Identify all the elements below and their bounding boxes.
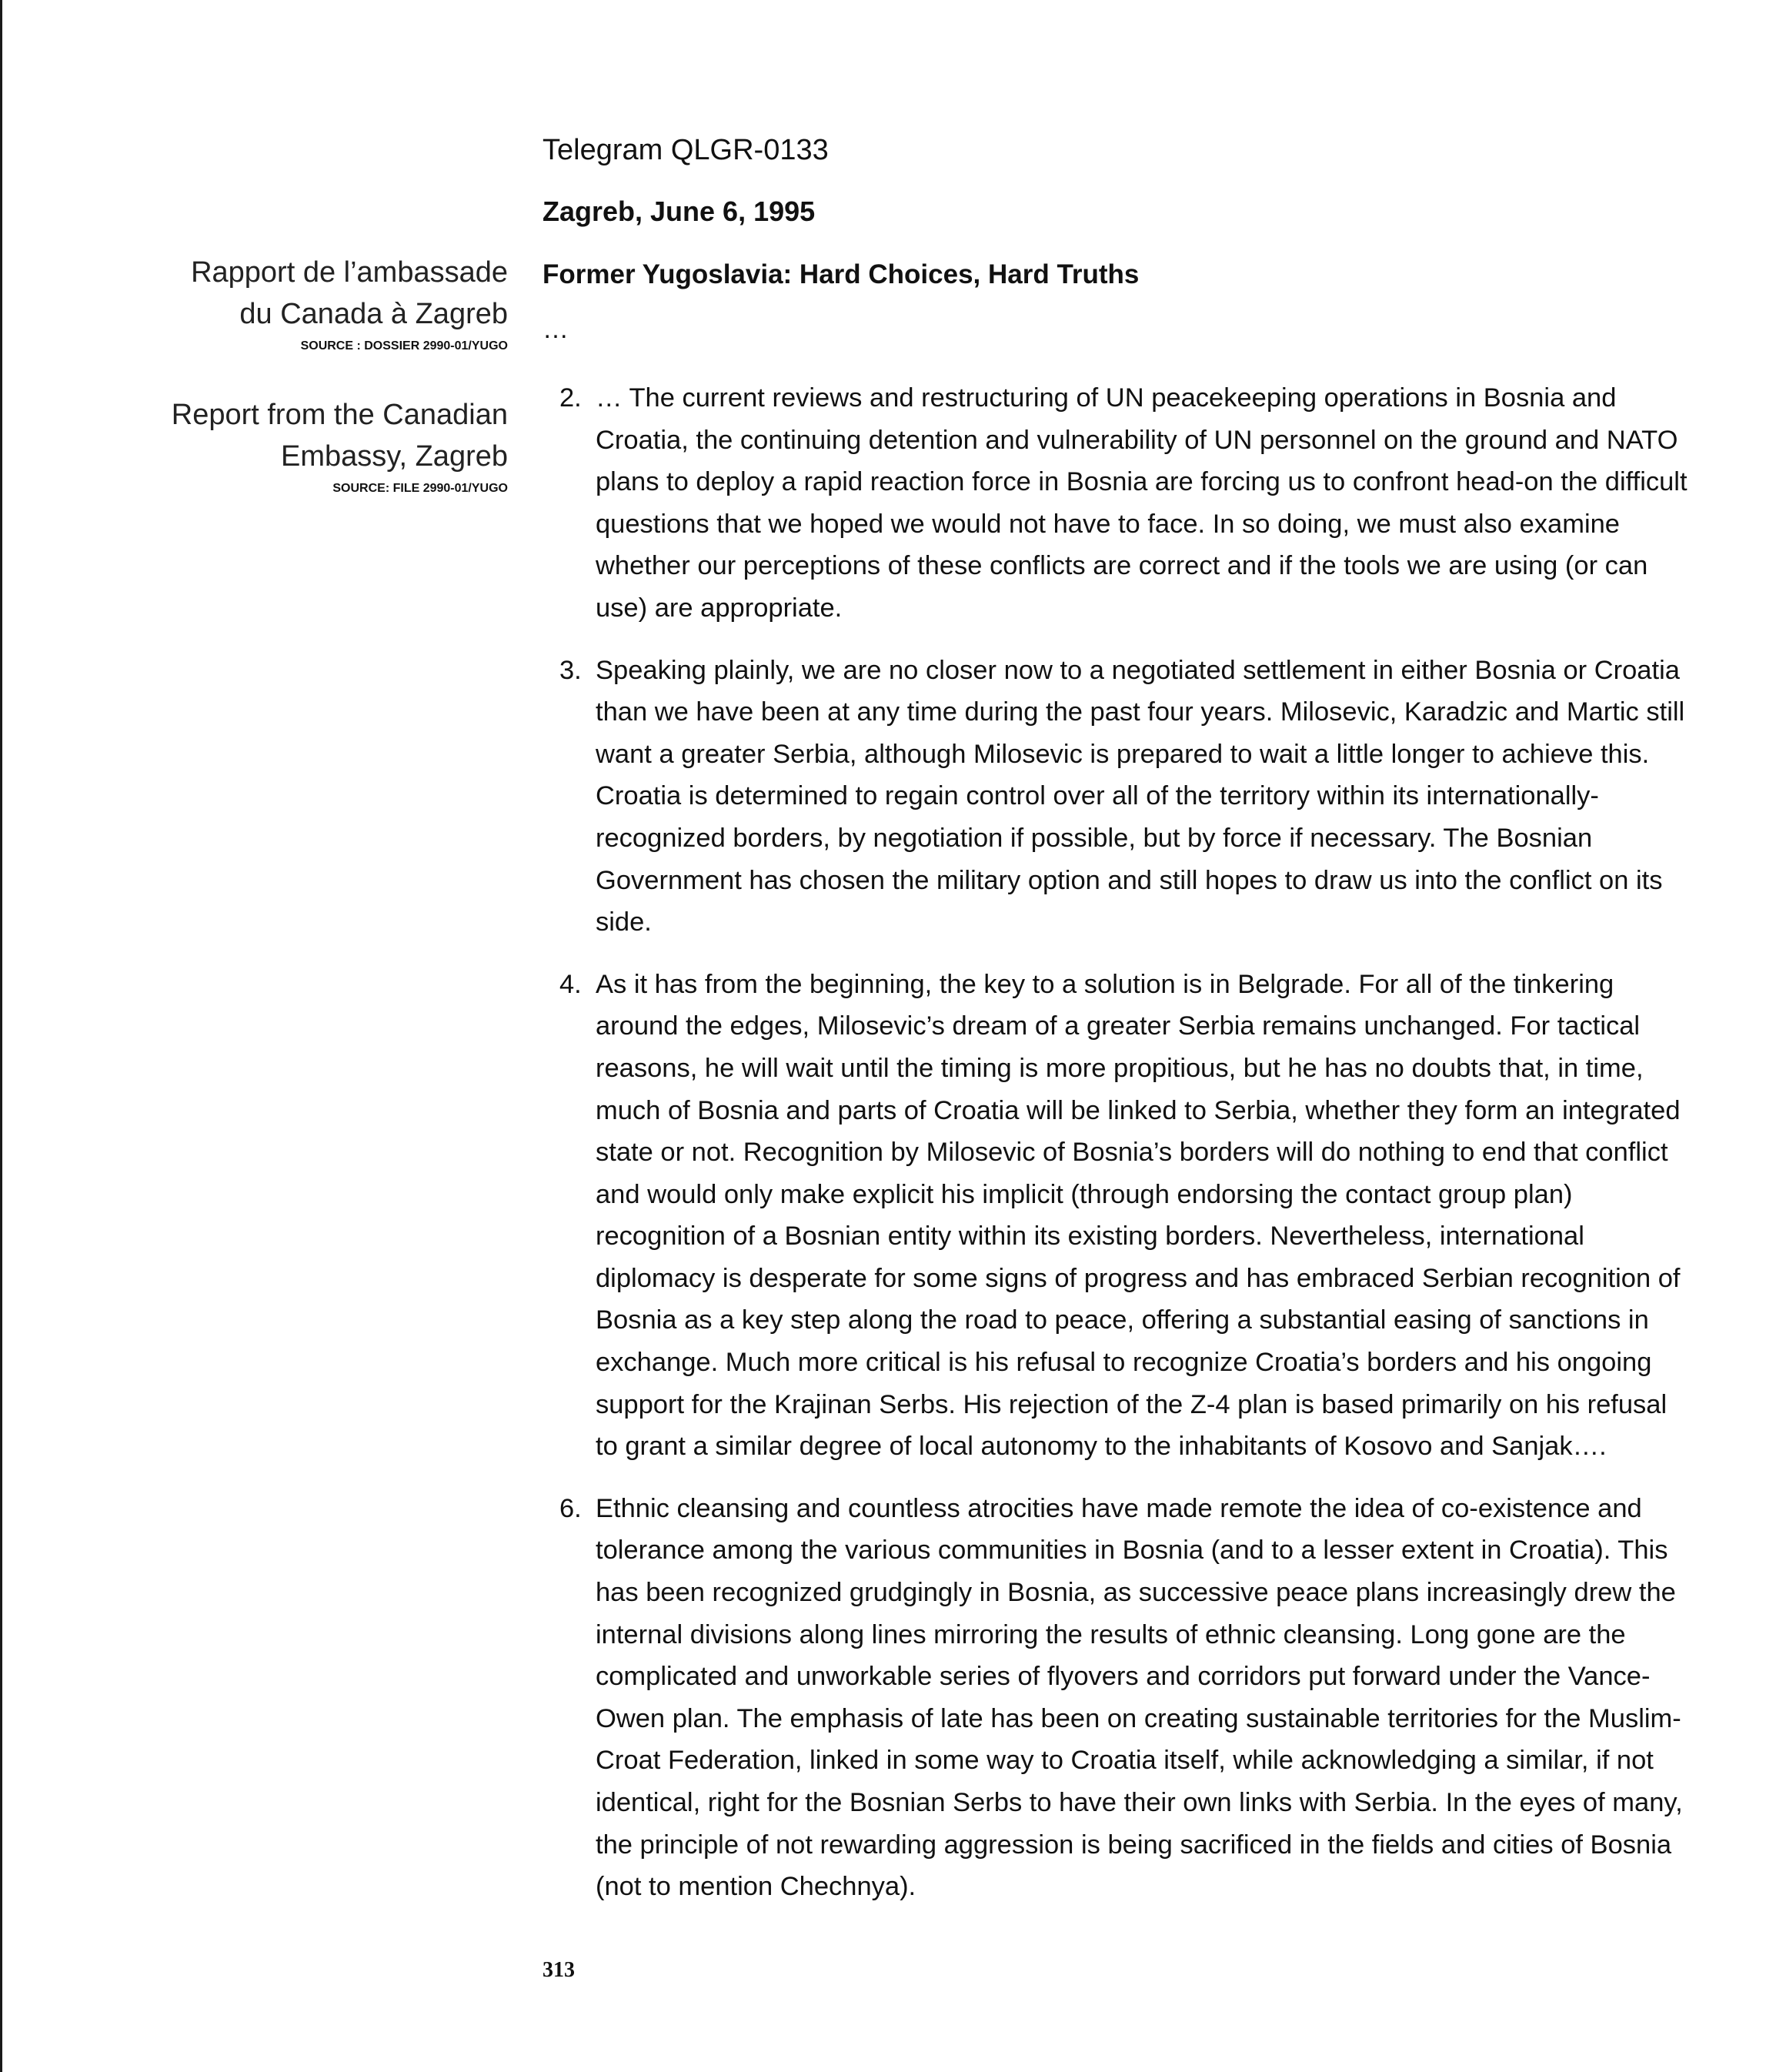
paragraph-number: 3. bbox=[559, 655, 582, 685]
sidebar-english-source: SOURCE: FILE 2990-01/YUGO bbox=[332, 482, 508, 495]
omission-ellipsis: … bbox=[542, 315, 569, 344]
dateline: Zagreb, June 6, 1995 bbox=[542, 196, 816, 227]
paragraph-text: Speaking plainly, we are no closer now to a negotiated settlement in either Bosnia or Croatia than we have been at any time during the past four years. Milosevic, Karadzic and Martic still want a greater Serbia, although Milosevic is prepared to wait a little longer to achieve this. Croatia is determined to regain control over all of the territory within its internationally-recognized borders, by negotiation if possible, but by force if necessary. The Bosnian Government has chosen the military option and still hopes to draw us into the conflict on its side. bbox=[596, 655, 1685, 937]
paragraph-2 bbox=[559, 377, 1691, 630]
sidebar-english-title-line-1: Report from the Canadian bbox=[171, 399, 508, 431]
paragraph-3 bbox=[559, 650, 1691, 944]
telegram-body bbox=[559, 377, 1691, 1928]
paragraph-number: 2. bbox=[559, 383, 582, 413]
sidebar-french-source: SOURCE : DOSSIER 2990-01/YUGO bbox=[300, 339, 508, 353]
telegram-number: Telegram QLGR-0133 bbox=[542, 134, 829, 166]
paragraph-text: As it has from the beginning, the key to a solution is in Belgrade. For all of the tinkering around the edges, Milosevic’s dream of a greater Serbia remains unchanged. For tactical reasons, he will wait until the timing is more propitious, but he has no doubts that, in time, much of Bosnia and parts of Croatia will be linked to Serbia, whether they form an integrated state or not. Recognition by Milosevic of Bosnia’s borders will do nothing to end that conflict and would only make explicit his implicit (through endorsing the contact group plan) recognition of a Bosnian entity within its existing borders. Nevertheless, international diplomacy is desperate for some signs of progress and has embraced Serbian recognition of Bosnia as a key step along the road to peace, offering a substantial easing of sanctions in exchange. Much more critical is his refusal to recognize Croatia’s borders and his ongoing support for the Krajinan Serbs. His rejection of the Z-4 plan is based primarily on his refusal to grant a similar degree of local autonomy to the inhabitants of Kosovo and Sanjak…. bbox=[596, 969, 1681, 1462]
page-number: 313 bbox=[542, 1958, 575, 1982]
sidebar-french-title-line-1: Rapport de l’ambassade bbox=[191, 256, 508, 289]
sidebar-french-title-line-2: du Canada à Zagreb bbox=[239, 298, 508, 330]
sidebar-english-title-line-2: Embassy, Zagreb bbox=[281, 440, 508, 473]
paragraph-number: 6. bbox=[559, 1493, 582, 1523]
document-title: Former Yugoslavia: Hard Choices, Hard Truths bbox=[542, 259, 1140, 289]
sidebar-note-french bbox=[131, 252, 508, 353]
sidebar-note-english bbox=[131, 394, 508, 496]
page-binding-edge bbox=[0, 0, 2, 2072]
paragraph-6 bbox=[559, 1488, 1691, 1908]
paragraph-4 bbox=[559, 964, 1691, 1468]
paragraph-text: Ethnic cleansing and countless atrocities have made remote the idea of co-existence and tolerance among the various communities in Bosnia (and to a lesser extent in Croatia). This has been recognized grudgingly in Bosnia, as successive peace plans increasingly drew the internal divisions along lines mirroring the results of ethnic cleansing. Long gone are the complicated and unworkable series of flyovers and corridors put forward under the Vance-Owen plan. The emphasis of late has been on creating sustainable territories for the Muslim-Croat Federation, linked in some way to Croatia itself, while acknowledging a similar, if not identical, right for the Bosnian Serbs to have their own links with Serbia. In the eyes of many, the principle of not rewarding aggression is being sacrificed in the fields and cities of Bosnia (not to mention Chechnya). bbox=[596, 1493, 1683, 1902]
paragraph-text: … The current reviews and restructuring of UN peacekeeping operations in Bosnia and Croatia, the continuing detention and vulnerability of UN personnel on the ground and NATO plans to deploy a rapid reaction force in Bosnia are forcing us to confront head-on the difficult questions that we hoped we would not have to face. In so doing, we must also examine whether our perceptions of these conflicts are correct and if the tools we are using (or can use) are appropriate. bbox=[596, 383, 1688, 623]
paragraph-number: 4. bbox=[559, 969, 582, 999]
